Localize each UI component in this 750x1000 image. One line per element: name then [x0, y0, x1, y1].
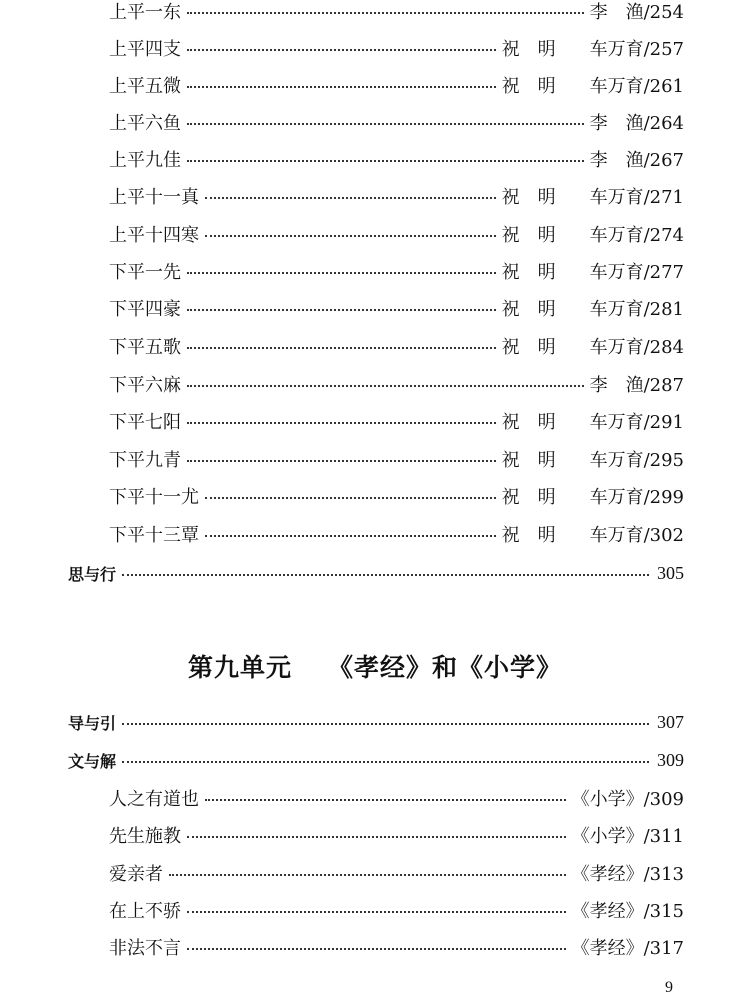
entry-source: 车万育/291 [589, 412, 684, 433]
dot-leader [187, 12, 584, 14]
dot-leader [122, 574, 649, 576]
entry-title: 上平九佳 [109, 150, 181, 171]
page-number: 307 [657, 711, 684, 732]
dot-leader [187, 123, 584, 125]
unit-title: 《孝经》和《小学》 [328, 653, 563, 682]
dot-leader [205, 235, 496, 237]
entry-author: 祝明 [501, 225, 574, 246]
entry-author: 祝明 [501, 76, 574, 97]
dot-leader [187, 160, 584, 162]
entry-title: 非法不言 [109, 938, 181, 959]
entry-source: 《小学》/309 [571, 789, 684, 810]
dot-leader [187, 272, 496, 274]
entry-title: 爱亲者 [109, 864, 163, 885]
entry-title: 下平十三覃 [109, 525, 199, 546]
entry-source: 车万育/281 [589, 299, 684, 320]
entry-author: 祝明 [501, 299, 574, 320]
toc-entry [109, 331, 684, 361]
entry-source: 车万育/261 [589, 76, 684, 97]
entry-title: 下平六麻 [109, 375, 181, 396]
toc-entry [109, 219, 684, 249]
section-title: 思与行 [68, 564, 117, 584]
dot-leader [205, 535, 496, 537]
entry-author: 祝明 [501, 450, 574, 471]
entry-source: 车万育/295 [589, 450, 684, 471]
toc-entry [109, 820, 684, 850]
unit-label: 第九单元 [187, 653, 292, 682]
dot-leader [187, 836, 566, 838]
entry-title: 上平六鱼 [109, 113, 181, 134]
toc-entry [109, 293, 684, 323]
entry-title: 下平一先 [109, 262, 181, 283]
entry-author: 祝明 [501, 337, 574, 358]
entry-source: 《孝经》/313 [571, 864, 684, 885]
dot-leader [187, 347, 496, 349]
dot-leader [205, 197, 496, 199]
section-title: 导与引 [68, 713, 117, 733]
section-title: 文与解 [68, 751, 117, 771]
entry-source: 李 渔/267 [589, 150, 684, 171]
toc-entry [109, 858, 684, 888]
entry-source: 车万育/302 [589, 525, 684, 546]
dot-leader [169, 874, 566, 876]
toc-entry [109, 481, 684, 511]
entry-title: 人之有道也 [109, 789, 199, 810]
toc-entry [109, 895, 684, 925]
toc-entry [109, 33, 684, 63]
toc-section-entry [68, 558, 684, 588]
entry-author: 祝明 [501, 412, 574, 433]
toc-entry [109, 783, 684, 813]
entry-source: 车万育/284 [589, 337, 684, 358]
toc-entry [109, 144, 684, 174]
entry-source: 车万育/274 [589, 225, 684, 246]
dot-leader [205, 497, 496, 499]
toc-entry [109, 519, 684, 549]
entry-source: 车万育/257 [589, 39, 684, 60]
dot-leader [205, 799, 566, 801]
entry-author: 祝明 [501, 187, 574, 208]
entry-author: 祝明 [501, 525, 574, 546]
entry-source: 李 渔/254 [589, 2, 684, 23]
entry-source: 《孝经》/317 [571, 938, 684, 959]
entry-title: 下平十一尤 [109, 487, 199, 508]
unit-heading [0, 648, 750, 684]
toc-entry [109, 444, 684, 474]
dot-leader [187, 422, 496, 424]
entry-author: 祝明 [501, 487, 574, 508]
entry-title: 下平五歌 [109, 337, 181, 358]
dot-leader [187, 49, 496, 51]
dot-leader [187, 385, 584, 387]
entry-title: 上平四支 [109, 39, 181, 60]
entry-source: 车万育/299 [589, 487, 684, 508]
dot-leader [122, 761, 649, 763]
entry-source: 车万育/277 [589, 262, 684, 283]
entry-title: 下平九青 [109, 450, 181, 471]
entry-author: 祝明 [501, 262, 574, 283]
entry-title: 在上不骄 [109, 901, 181, 922]
entry-source: 《小学》/311 [571, 826, 684, 847]
toc-entry [109, 181, 684, 211]
toc-section-entry [68, 707, 684, 737]
toc-entry [109, 70, 684, 100]
entry-title: 上平五微 [109, 76, 181, 97]
entry-title: 下平七阳 [109, 412, 181, 433]
page-folio-number: 9 [665, 979, 673, 996]
dot-leader [187, 948, 566, 950]
toc-section-entry [68, 745, 684, 775]
dot-leader [187, 911, 566, 913]
page-number: 305 [657, 562, 684, 583]
entry-title: 上平十一真 [109, 187, 199, 208]
dot-leader [187, 460, 496, 462]
dot-leader [187, 309, 496, 311]
toc-entry [109, 256, 684, 286]
entry-author: 祝明 [501, 39, 574, 60]
dot-leader [122, 723, 649, 725]
entry-title: 上平十四寒 [109, 225, 199, 246]
toc-entry [109, 107, 684, 137]
toc-entry [109, 932, 684, 962]
entry-source: 车万育/271 [589, 187, 684, 208]
entry-source: 李 渔/264 [589, 113, 684, 134]
entry-title: 下平四豪 [109, 299, 181, 320]
dot-leader [187, 86, 496, 88]
entry-title: 先生施教 [109, 826, 181, 847]
toc-entry [109, 406, 684, 436]
entry-source: 《孝经》/315 [571, 901, 684, 922]
toc-entry [109, 369, 684, 399]
page-number: 309 [657, 749, 684, 770]
entry-title: 上平一东 [109, 2, 181, 23]
entry-source: 李 渔/287 [589, 375, 684, 396]
toc-entry [109, 0, 684, 26]
